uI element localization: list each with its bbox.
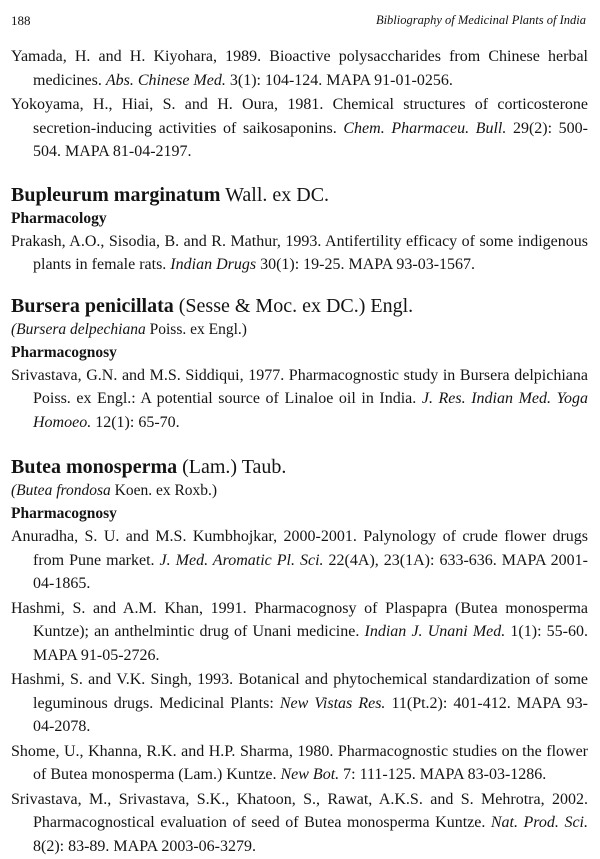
page-number: 188 — [11, 13, 31, 28]
page-content — [11, 45, 588, 859]
reference-entry: Prakash, A.O., Sisodia, B. and R. Mathur, 1993. Antifertility efficacy of some indigenous plants in female rats. Indian Drugs 30(1): 19-25. MAPA 93-03-1567. — [11, 232, 588, 273]
section-heading: Pharmacognosy — [11, 343, 117, 361]
species-heading: Bupleurum marginatum Wall. ex DC. — [11, 183, 330, 206]
reference-entry: Shome, U., Khanna, R.K. and H.P. Sharma, 1980. Pharmacognostic studies on the flower of Butea monosperma (Lam.) Kuntze. New Bot. 7: 111-125. MAPA 83-03-1286. — [11, 742, 588, 783]
section-heading: Pharmacognosy — [11, 505, 117, 522]
species-heading: Bursera penicillata (Sesse & Moc. ex DC.) Engl. — [11, 294, 414, 317]
reference-entry: Hashmi, S. and A.M. Khan, 1991. Pharmacognosy of Plaspapra (Butea monosperma Kuntze); an anthelmintic drug of Unani medicine. Indian J. Unani Med. 1(1): 55-60. MAPA 91-05-2726. — [11, 599, 589, 664]
synonym: (Butea frondosa Koen. ex Roxb.) — [11, 482, 218, 499]
reference-entry: Srivastava, G.N. and M.S. Siddiqui, 1977. Pharmacognostic study in Bursera delpichiana Poiss. ex Engl.: A potential source of Linaloe oil in India. J. Res. Indian Med. Yoga Homoeo. 12(1): 65-70. — [11, 366, 589, 431]
reference-entry: Yokoyama, H., Hiai, S. and H. Oura, 1981. Chemical structures of corticosterone secretion-inducing activities of saikosaponins. Chem. Pharmaceu. Bull. 29(2): 500-504. MAPA 81-04-2197. — [11, 96, 588, 160]
running-title: Bibliography of Medicinal Plants of India — [375, 13, 586, 27]
species-heading: Butea monosperma (Lam.) Taub. — [11, 456, 287, 478]
section-heading: Pharmacology — [11, 209, 107, 227]
reference-entry: Anuradha, S. U. and M.S. Kumbhojkar, 2000-2001. Palynology of crude flower drugs from Pune market. J. Med. Aromatic Pl. Sci. 22(4A), 23(1A): 633-636. MAPA 2001-04-1865. — [11, 528, 588, 592]
reference-entry: Srivastava, M., Srivastava, S.K., Khatoon, S., Rawat, A.K.S. and S. Mehrotra, 2002. Pharmacognostical evaluation of seed of Butea monosperma Kuntze. Nat. Prod. Sci. 8(2): 83-89. MAPA 2003-06-3279. — [11, 790, 589, 855]
reference-entry: Yamada, H. and H. Kiyohara, 1989. Bioactive polysaccharides from Chinese herbal medicines. Abs. Chinese Med. 3(1): 104-124. MAPA 91-01-0256. — [11, 48, 588, 89]
synonym: (Bursera delpechiana Poiss. ex Engl.) — [11, 320, 247, 338]
reference-entry: Hashmi, S. and V.K. Singh, 1993. Botanical and phytochemical standardization of some leguminous drugs. Medicinal Plants: New Vistas Res. 11(Pt.2): 401-412. MAPA 93-04-2078. — [11, 671, 588, 735]
